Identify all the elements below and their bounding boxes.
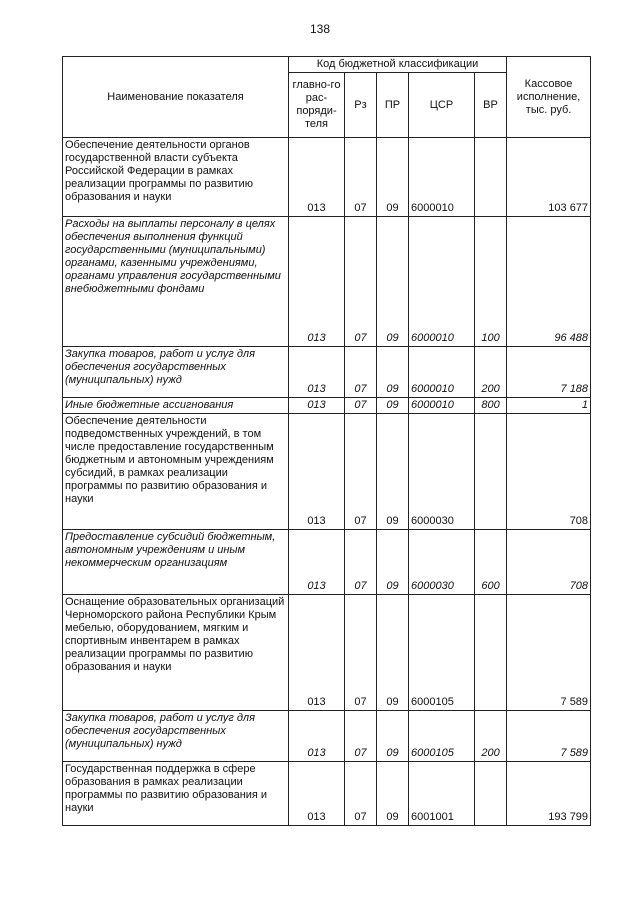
row-csr: 6000010 [409,347,475,398]
row-amount: 7 589 [507,595,591,711]
row-vr [475,762,507,826]
page-number: 138 [309,22,331,36]
table-body [63,138,591,826]
table-row [63,138,591,217]
row-csr: 6000030 [409,530,475,595]
row-main-manager: 013 [289,762,345,826]
table-row [63,414,591,530]
row-name: Закупка товаров, работ и услуг для обеспечения государственных (муниципальных) нужд [63,347,289,398]
row-name: Расходы на выплаты персоналу в целях обеспечения выполнения функций государственными (муниципальными) органами, казенными учреждениями, органами управления государственными внебюджетными фондами [63,217,289,347]
table-row [63,217,591,347]
header-code-group: Код бюджетной классификации [289,57,507,73]
row-vr: 200 [475,711,507,762]
table-row [63,711,591,762]
row-amount: 7 188 [507,347,591,398]
row-rz: 07 [345,414,377,530]
header-rz: Рз [345,73,377,138]
row-pr: 09 [377,217,409,347]
table-header [63,57,591,138]
row-main-manager: 013 [289,711,345,762]
table-row [63,347,591,398]
row-rz: 07 [345,398,377,414]
row-name: Предоставление субсидий бюджетным, автономным учреждениям и иным некоммерческим организациям [63,530,289,595]
table-row [63,762,591,826]
row-vr: 600 [475,530,507,595]
row-rz: 07 [345,711,377,762]
row-main-manager: 013 [289,217,345,347]
row-csr: 6000105 [409,711,475,762]
header-pr: ПР [377,73,409,138]
row-main-manager: 013 [289,595,345,711]
row-amount: 96 488 [507,217,591,347]
header-main-manager: главно-го рас-поряди-теля [289,73,345,138]
row-csr: 6000010 [409,217,475,347]
header-vr: ВР [475,73,507,138]
row-pr: 09 [377,530,409,595]
row-pr: 09 [377,138,409,217]
row-main-manager: 013 [289,414,345,530]
row-vr: 800 [475,398,507,414]
row-rz: 07 [345,217,377,347]
row-amount: 708 [507,414,591,530]
table-row [63,398,591,414]
row-csr: 6000010 [409,138,475,217]
row-main-manager: 013 [289,530,345,595]
row-csr: 6000010 [409,398,475,414]
row-name: Оснащение образовательных организаций Черноморского района Республики Крым мебелью, оборудованием, мягким и спортивным инвентарем в рамках реализации программы по развитию образования и науки [63,595,289,711]
row-amount: 103 677 [507,138,591,217]
row-pr: 09 [377,398,409,414]
header-amount: Кассовое исполнение, тыс. руб. [507,57,591,138]
row-amount: 193 799 [507,762,591,826]
row-name: Государственная поддержка в сфере образования в рамках реализации программы по развитию образования и науки [63,762,289,826]
row-pr: 09 [377,711,409,762]
row-csr: 6001001 [409,762,475,826]
table-row [63,595,591,711]
row-pr: 09 [377,347,409,398]
row-vr: 100 [475,217,507,347]
header-csr: ЦСР [409,73,475,138]
row-rz: 07 [345,347,377,398]
row-rz: 07 [345,595,377,711]
row-amount: 708 [507,530,591,595]
row-pr: 09 [377,762,409,826]
row-vr [475,414,507,530]
budget-table [62,56,591,826]
row-name: Обеспечение деятельности подведомственных учреждений, в том числе предоставление государственным бюджетным и автономным учреждениям субсидий, в рамках реализации программы по развитию образования и науки [63,414,289,530]
row-rz: 07 [345,530,377,595]
row-pr: 09 [377,595,409,711]
table-row [63,530,591,595]
row-main-manager: 013 [289,347,345,398]
row-rz: 07 [345,762,377,826]
row-main-manager: 013 [289,398,345,414]
row-amount: 1 [507,398,591,414]
row-vr [475,138,507,217]
row-vr [475,595,507,711]
row-amount: 7 589 [507,711,591,762]
row-main-manager: 013 [289,138,345,217]
row-name: Обеспечение деятельности органов государственной власти субъекта Российской Федерации в рамках реализации программы по развитию образования и науки [63,138,289,217]
header-name: Наименование показателя [63,57,289,138]
row-name: Иные бюджетные ассигнования [63,398,289,414]
row-csr: 6000105 [409,595,475,711]
row-name: Закупка товаров, работ и услуг для обеспечения государственных (муниципальных) нужд [63,711,289,762]
row-vr: 200 [475,347,507,398]
row-rz: 07 [345,138,377,217]
row-csr: 6000030 [409,414,475,530]
row-pr: 09 [377,414,409,530]
